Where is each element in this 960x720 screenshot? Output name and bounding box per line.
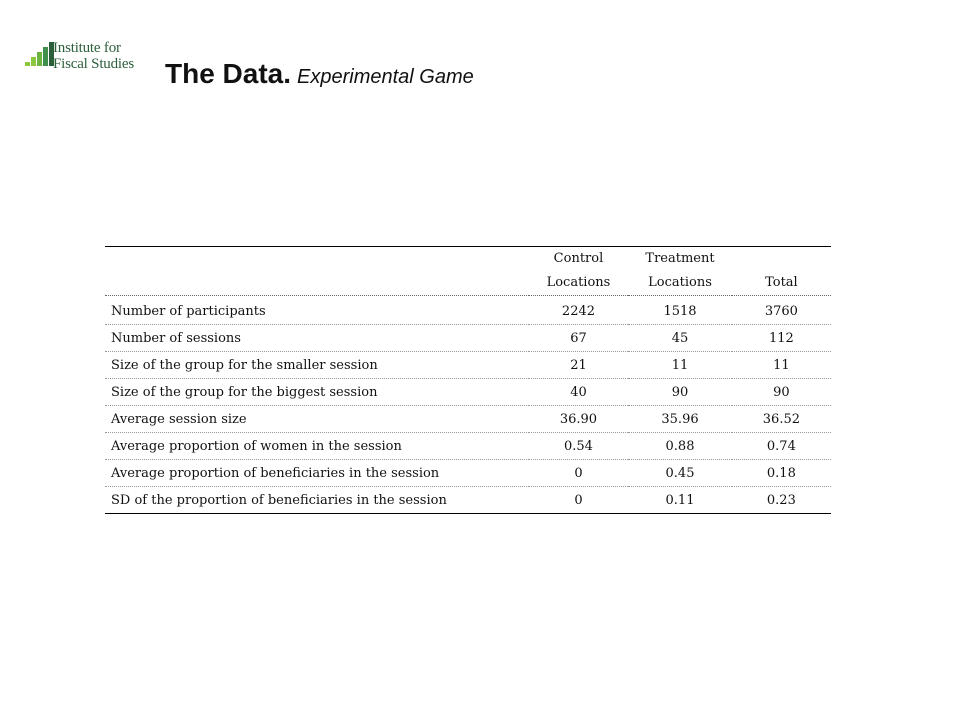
cell-treatment: 1518 <box>628 296 732 325</box>
cell-total: 0.74 <box>732 433 831 460</box>
data-table <box>105 246 831 514</box>
cell-control: 2242 <box>529 296 629 325</box>
header-empty-2 <box>105 269 529 296</box>
cell-treatment: 0.88 <box>628 433 732 460</box>
row-label: Number of participants <box>105 296 529 325</box>
table-row <box>105 487 831 514</box>
row-label: Average session size <box>105 406 529 433</box>
data-table-container <box>105 246 831 514</box>
cell-total: 0.23 <box>732 487 831 514</box>
row-label: Size of the group for the biggest session <box>105 379 529 406</box>
header-total: Total <box>732 269 831 296</box>
header-row-2 <box>105 269 831 296</box>
title-subtitle: Experimental Game <box>297 66 474 88</box>
cell-total: 90 <box>732 379 831 406</box>
cell-treatment: 0.11 <box>628 487 732 514</box>
cell-total: 11 <box>732 352 831 379</box>
cell-treatment: 45 <box>628 325 732 352</box>
cell-control: 67 <box>529 325 629 352</box>
header-row-1 <box>105 247 831 270</box>
cell-total: 112 <box>732 325 831 352</box>
cell-treatment: 11 <box>628 352 732 379</box>
header-control-line1: Control <box>529 247 629 270</box>
cell-control: 36.90 <box>529 406 629 433</box>
logo-line-2: Fiscal Studies <box>53 56 134 72</box>
row-label: Average proportion of beneficiaries in the session <box>105 460 529 487</box>
cell-control: 40 <box>529 379 629 406</box>
table-row <box>105 379 831 406</box>
cell-control: 0 <box>529 460 629 487</box>
ifs-logo <box>25 42 150 82</box>
cell-total: 0.18 <box>732 460 831 487</box>
page-title <box>165 56 474 95</box>
row-label: Size of the group for the smaller session <box>105 352 529 379</box>
cell-treatment: 90 <box>628 379 732 406</box>
header-total-line1 <box>732 247 831 270</box>
header-control-line2: Locations <box>529 269 629 296</box>
cell-control: 0 <box>529 487 629 514</box>
cell-total: 3760 <box>732 296 831 325</box>
table-row <box>105 406 831 433</box>
logo-bars-icon <box>25 42 53 66</box>
logo-text <box>53 40 134 72</box>
header-empty <box>105 247 529 270</box>
row-label: Average proportion of women in the session <box>105 433 529 460</box>
header-treatment-line1: Treatment <box>628 247 732 270</box>
row-label: Number of sessions <box>105 325 529 352</box>
title-main: The Data. <box>165 58 292 89</box>
table-row <box>105 433 831 460</box>
cell-control: 0.54 <box>529 433 629 460</box>
row-label: SD of the proportion of beneficiaries in the session <box>105 487 529 514</box>
logo-line-1: Institute for <box>53 40 121 56</box>
table-row <box>105 352 831 379</box>
table-row <box>105 325 831 352</box>
cell-total: 36.52 <box>732 406 831 433</box>
cell-treatment: 35.96 <box>628 406 732 433</box>
table-row <box>105 460 831 487</box>
header-treatment-line2: Locations <box>628 269 732 296</box>
cell-treatment: 0.45 <box>628 460 732 487</box>
cell-control: 21 <box>529 352 629 379</box>
table-row <box>105 296 831 325</box>
